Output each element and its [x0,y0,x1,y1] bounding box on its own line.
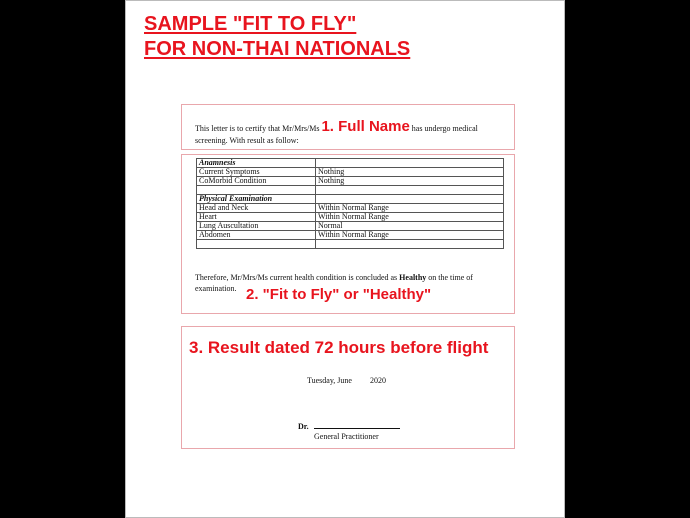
table-section-heading: Anamnesis [197,159,316,168]
table-cell-label: CoMorbid Condition [197,177,316,186]
certify-text-after: has undergo medical [411,124,478,133]
table-section-heading: Physical Examination [197,195,316,204]
table-row [197,231,504,240]
date-line [307,375,386,386]
table-cell-value [316,186,504,195]
table-row [197,177,504,186]
table-cell-value: Within Normal Range [316,231,504,240]
result-dated-label: 3. Result dated 72 hours before flight [189,338,489,357]
date-year: 2020 [369,376,386,385]
conclusion-text-before: Therefore, Mr/Mrs/Ms current health condition is concluded as [195,273,398,282]
table-cell-value: Within Normal Range [316,204,504,213]
table-cell-value [316,240,504,249]
signature-underline [314,420,400,429]
conclusion-text-after: on the time of [428,273,473,282]
date-day: Tuesday, June [307,376,352,385]
table-cell-value: Normal [316,222,504,231]
doctor-title: General Practitioner [314,432,379,441]
fit-to-fly-label: 2. "Fit to Fly" or "Healthy" [246,286,432,303]
table-cell-label: Current Symptoms [197,168,316,177]
certify-line-2: screening. With result as follow: [195,136,299,145]
table-cell-label: Abdomen [197,231,316,240]
table-row [197,240,504,249]
table-cell-label: Heart [197,213,316,222]
sample-title-line-2: FOR NON-THAI NATIONALS [144,38,411,60]
table-cell-label: Head and Neck [197,204,316,213]
certify-line-1 [195,119,478,134]
conclusion-line-2: examination. [195,284,237,293]
examination-table [196,158,504,249]
full-name-label: 1. Full Name [321,118,410,135]
conclusion-line-1 [195,272,502,283]
result-box [181,326,515,449]
document-page [125,0,565,518]
table-cell-value: Nothing [316,177,504,186]
table-cell-value: Within Normal Range [316,213,504,222]
doctor-prefix: Dr. [298,422,309,431]
certify-box [181,104,515,150]
table-cell-label: Lung Auscultation [197,222,316,231]
examination-box [181,154,515,314]
sample-title-line-1: SAMPLE "FIT TO FLY" [144,13,357,35]
table-cell-label [197,240,316,249]
certify-text-before: This letter is to certify that Mr/Mrs/Ms [195,124,320,133]
table-cell-value: Nothing [316,168,504,177]
conclusion-bold-word: Healthy [399,273,427,282]
